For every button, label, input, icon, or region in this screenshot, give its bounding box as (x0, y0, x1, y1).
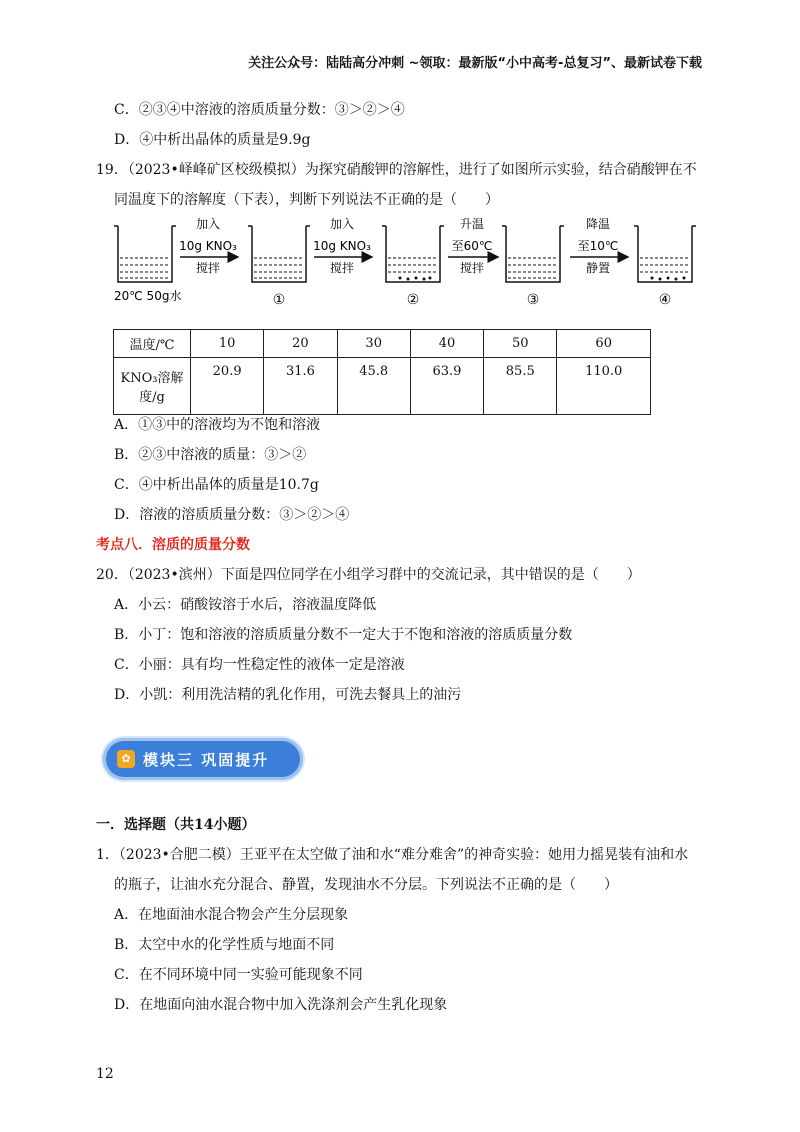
q19-option-c: C．④中析出晶体的质量是10.7g (114, 477, 319, 493)
beaker-4 (634, 226, 696, 282)
q20-option-a: A．小云：硝酸铵溶于水后，溶液温度降低 (114, 597, 377, 613)
q1-option-c: C．在不同环境中同一实验可能现象不同 (114, 967, 363, 983)
step4-bot: 静置 (585, 261, 611, 275)
q1-option-a: A．在地面油水混合物会产生分层现象 (114, 907, 349, 923)
beaker-1 (248, 226, 310, 282)
beaker-label-2: ② (406, 292, 420, 308)
q1-option-d: D．在地面向油水混合物中加入洗涤剂会产生乳化现象 (114, 997, 448, 1013)
table-cell: 110.0 (557, 358, 651, 415)
step4-mid: 至10℃ (577, 239, 619, 253)
step1-mid: 10g KNO₃ (179, 239, 237, 253)
q1-option-b: B．太空中水的化学性质与地面不同 (114, 937, 335, 953)
table-row-temperature (114, 330, 651, 358)
section-title-8: 考点八．溶质的质量分数 (96, 537, 250, 553)
module-banner-label: 模块三 巩固提升 (143, 751, 270, 769)
step2-top: 加入 (329, 217, 355, 231)
header-note: 关注公众号：陆陆高分冲刺 ~领取：最新版“小中高考-总复习”、最新试卷下载 (248, 56, 702, 71)
table-cell: 60 (557, 330, 651, 358)
table-cell: 63.9 (410, 358, 483, 415)
table-header-solubility-line1: KNO₃溶解 (120, 371, 184, 386)
q20-option-b: B．小丁：饱和溶液的溶质质量分数不一定大于不饱和溶液的溶质质量分数 (114, 627, 573, 643)
step3-top: 升温 (459, 217, 485, 231)
q20-option-c: C．小丽：具有均一性稳定性的液体一定是溶液 (114, 657, 405, 673)
q19-stem-line2: 同温度下的溶解度（下表），判断下列说法不正确的是（ ） (114, 192, 499, 208)
q18-option-c: C．②③④中溶液的溶质质量分数：③＞②＞④ (114, 102, 405, 118)
initial-condition-label: 20℃ 50g水 (114, 289, 182, 303)
beaker-label-4: ④ (658, 292, 672, 308)
q20-option-d: D．小凯：利用洗洁精的乳化作用，可洗去餐具上的油污 (114, 687, 462, 703)
table-header-solubility (114, 358, 191, 415)
table-cell: 45.8 (337, 358, 410, 415)
beaker-2 (382, 226, 444, 282)
beaker-3 (502, 226, 564, 282)
q19-stem-line1: 19．（2023•峄峰矿区校级模拟）为探究硝酸钾的溶解性，进行了如图所示实验，结合硝酸钾在不 (96, 162, 697, 178)
module-banner (103, 738, 303, 780)
experiment-diagram (100, 212, 700, 312)
q18-option-d: D．④中析出晶体的质量是9.9g (114, 132, 311, 148)
table-cell: 31.6 (264, 358, 337, 415)
q19-option-d: D．溶液的溶质质量分数：③＞②＞④ (114, 507, 350, 523)
table-header-solubility-line2: 度/g (139, 390, 165, 405)
solubility-table (113, 329, 651, 415)
step3-mid: 至60℃ (451, 239, 493, 253)
step1-bot: 搅拌 (195, 261, 221, 275)
table-cell: 40 (410, 330, 483, 358)
step2-bot: 搅拌 (329, 261, 355, 275)
step1-top: 加入 (195, 217, 221, 231)
table-row-solubility (114, 358, 651, 415)
q19-option-a: A．①③中的溶液均为不饱和溶液 (114, 417, 321, 433)
part-title: 一．选择题（共14小题） (96, 817, 256, 833)
step3-bot: 搅拌 (459, 261, 485, 275)
table-cell: 20.9 (191, 358, 264, 415)
q20-stem: 20．（2023•滨州）下面是四位同学在小组学习群中的交流记录，其中错误的是（ ） (96, 567, 641, 583)
q1-stem-line2: 的瓶子，让油水充分混合、静置，发现油水不分层。下列说法不正确的是（ ） (114, 877, 618, 893)
beaker-label-1: ① (272, 292, 286, 308)
q19-option-b: B．②③中溶液的质量：③＞② (114, 447, 307, 463)
q1-stem-line1: 1．（2023•合肥二模）王亚平在太空做了油和水“难分难舍”的神奇实验：她用力摇晃装有油和水 (96, 847, 689, 863)
table-cell: 85.5 (484, 358, 557, 415)
beaker-label-3: ③ (526, 292, 540, 308)
table-cell: 20 (264, 330, 337, 358)
table-header-temperature: 温度/℃ (114, 330, 191, 358)
table-cell: 30 (337, 330, 410, 358)
step4-top: 降温 (585, 217, 611, 231)
table-cell: 10 (191, 330, 264, 358)
beaker-initial (114, 226, 176, 282)
step2-mid: 10g KNO₃ (313, 239, 371, 253)
table-cell: 50 (484, 330, 557, 358)
module-badge-icon: ✿ (117, 750, 135, 768)
page-number: 12 (96, 1066, 114, 1082)
